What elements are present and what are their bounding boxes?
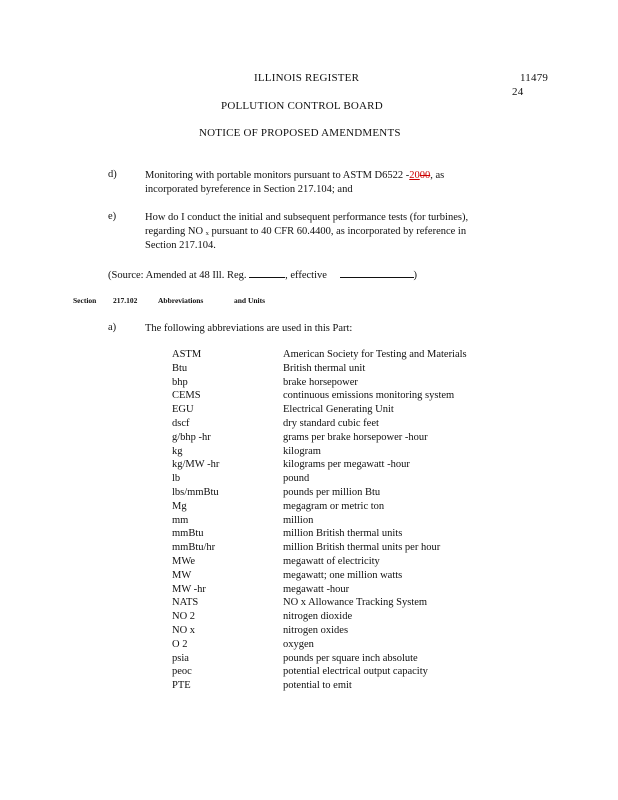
table-row [172,446,572,460]
abbreviation-term: mmBtu/hr [172,542,216,554]
abbreviation-definition: NO x Allowance Tracking System [283,597,428,609]
source-effective-blank [340,267,414,278]
abbreviation-definition: million British thermal units [283,528,403,540]
abbreviation-definition: nitrogen dioxide [283,611,353,623]
abbreviation-definition: oxygen [283,638,314,650]
section-title-a: Abbreviations [158,296,204,305]
abbreviation-definition: continuous emissions monitoring system [283,390,455,402]
abbreviation-term: psia [172,652,189,664]
subsection-a-label: a) [108,322,117,333]
abbreviation-definition: grams per brake horsepower -hour [283,431,428,443]
item-e-line3: Section 217.104. [145,240,216,251]
source-effective: , effective [285,270,327,281]
abbreviation-term: MWe [172,556,196,567]
item-e-label: e) [108,211,117,222]
page-number: 11479 [520,72,549,84]
table-row [172,501,572,515]
source-reg-blank [249,267,285,278]
table-row [172,584,572,598]
table-row [172,377,572,391]
issue-number: 24 [512,86,524,98]
abbreviation-term: PTE [172,680,191,692]
abbreviation-term: EGU [172,404,194,416]
table-row [172,570,572,584]
source-close: ) [413,270,418,281]
abbreviation-definition: British thermal unit [283,362,366,374]
table-row [172,639,572,653]
abbreviation-term: peoc [172,666,192,678]
abbreviation-term: Btu [172,362,188,374]
table-row [172,625,572,639]
abbreviation-term: MW -hr [172,583,206,595]
table-row [172,611,572,625]
abbreviation-definition: American Society for Testing and Materials [283,349,467,360]
abbreviation-definition: pounds per million Btu [283,487,381,498]
table-row [172,542,572,556]
section-number: 217.102 [113,296,138,305]
subsection-a-text: The following abbreviations are used in this Part: [145,323,353,334]
abbreviation-term: dscf [172,418,190,429]
abbreviation-term: NO x [172,625,196,636]
table-row [172,653,572,667]
abbreviation-term: mm [172,514,189,526]
abbreviation-definition: million [283,514,314,526]
table-row [172,390,572,404]
abbreviation-term: O 2 [172,638,188,650]
abbreviation-term: NATS [172,597,199,609]
item-e-line1: How do I conduct the initial and subsequent performance tests (for turbines), [145,212,469,223]
table-row [172,666,572,680]
abbreviation-definition: kilograms per megawatt -hour [283,459,410,471]
abbreviation-term: ASTM [172,349,202,360]
abbreviation-term: MW [172,569,192,581]
item-d-line1 [145,169,444,183]
abbreviation-definition: megawatt of electricity [283,556,380,567]
table-row [172,680,572,694]
source-line [108,267,417,283]
section-label: Section [73,296,97,305]
table-row [172,487,572,501]
abbreviation-term: NO 2 [172,611,196,623]
item-e-line2-b: pursuant to 40 CFR 60.4400, as incorporated by reference in [208,226,467,237]
abbreviation-definition: potential electrical output capacity [283,666,428,678]
abbreviation-definition: megawatt -hour [283,583,350,595]
register-title: ILLINOIS REGISTER [254,72,360,84]
abbreviation-definition: megawatt; one million watts [283,569,403,581]
abbreviation-term: kg/MW -hr [172,459,220,471]
item-e-subscript: x [205,230,209,237]
abbreviation-term: kg [172,445,183,457]
abbreviation-term: lbs/mmBtu [172,487,219,498]
abbreviation-definition: megagram or metric ton [283,500,385,512]
abbreviation-term: bhp [172,376,188,388]
board-title: POLLUTION CONTROL BOARD [221,100,383,112]
item-d-text-post: , as [430,170,445,181]
item-d-deleted: 00 [419,170,431,181]
abbreviation-definition: pounds per square inch absolute [283,652,418,664]
item-d-label: d) [108,169,117,180]
abbreviation-definition: dry standard cubic feet [283,418,379,429]
abbreviation-term: CEMS [172,390,201,402]
item-d-inserted: 20 [409,170,420,181]
notice-title: NOTICE OF PROPOSED AMENDMENTS [199,127,401,139]
abbreviation-term: lb [172,473,181,485]
abbreviation-definition: potential to emit [283,680,352,692]
table-row [172,515,572,529]
item-d-line2: incorporated byreference in Section 217.104; and [145,184,353,195]
abbreviation-definition: million British thermal units per hour [283,542,441,554]
table-row [172,459,572,473]
table-row [172,432,572,446]
item-e-line2-a: regarding NO [145,226,206,237]
table-row [172,363,572,377]
abbreviation-term: mmBtu [172,528,204,540]
table-row [172,556,572,570]
table-row [172,404,572,418]
section-title-b: and Units [234,296,266,305]
abbreviation-term: Mg [172,500,187,512]
abbreviations-table [172,349,572,699]
abbreviation-definition: kilogram [283,445,321,457]
table-row [172,418,572,432]
abbreviation-definition: brake horsepower [283,376,358,388]
table-row [172,349,572,363]
item-d-text-pre: Monitoring with portable monitors pursuant to ASTM D6522 - [145,170,410,181]
table-row [172,473,572,487]
table-row [172,528,572,542]
source-text: (Source: Amended at 48 Ill. Reg. [108,270,247,281]
abbreviation-definition: pound [283,473,310,485]
abbreviation-definition: Electrical Generating Unit [283,404,394,416]
abbreviation-definition: nitrogen oxides [283,625,349,636]
table-row [172,597,572,611]
abbreviation-term: g/bhp -hr [172,431,211,443]
